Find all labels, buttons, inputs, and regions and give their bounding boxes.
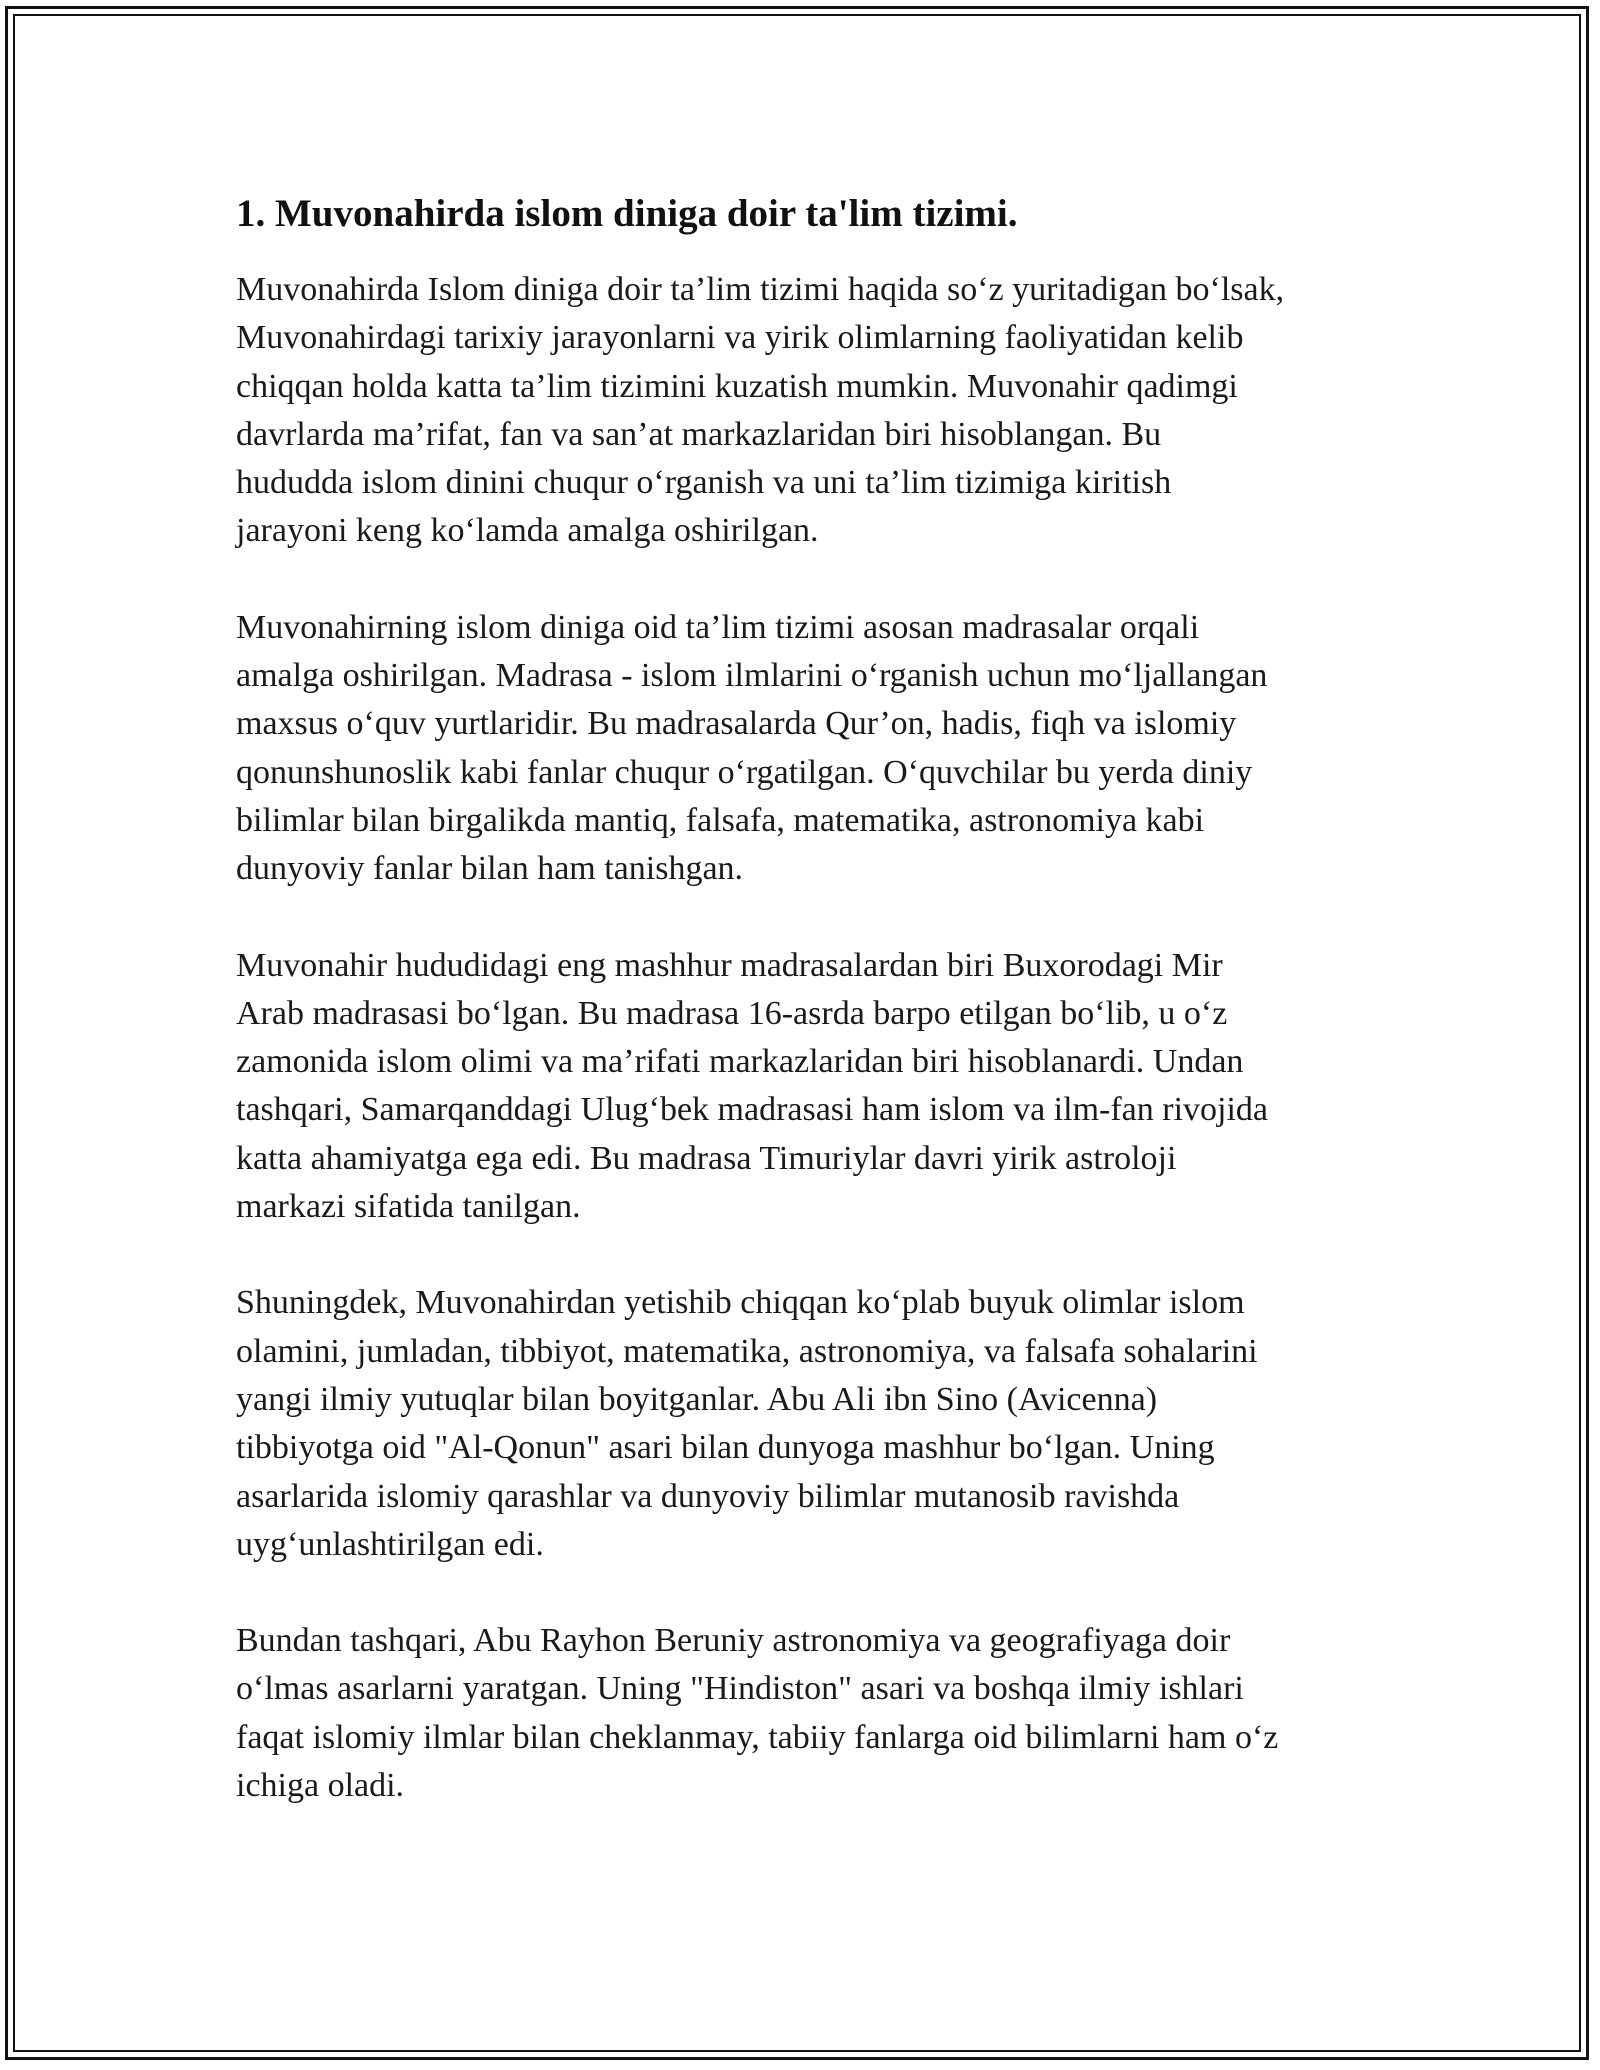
section-heading: 1. Muvonahirda islom diniga doir ta'lim tizimi.: [236, 192, 1018, 235]
paragraph-line: tibbiyotga oid "Al-Qonun" asari bilan dunyoga mashhur bo‘lgan. Uning: [236, 1429, 1215, 1467]
paragraph-line: qonunshunoslik kabi fanlar chuqur o‘rgatilgan. O‘quvchilar bu yerda diniy: [236, 753, 1253, 791]
paragraph-1: [236, 266, 1376, 556]
paragraph-line: asarlarida islomiy qarashlar va dunyoviy bilimlar mutanosib ravishda: [236, 1477, 1180, 1515]
paragraph-line: uyg‘unlashtirilgan edi.: [236, 1525, 544, 1563]
paragraph-line: Bundan tashqari, Abu Rayhon Beruniy astronomiya va geografiyaga doir: [236, 1622, 1231, 1660]
paragraph-line: faqat islomiy ilmlar bilan cheklanmay, tabiiy fanlarga oid bilimlarni ham o‘z: [236, 1718, 1279, 1756]
paragraph-4: [236, 1279, 1376, 1569]
paragraph-line: zamonida islom olimi va ma’rifati markazlaridan biri hisoblanardi. Undan: [236, 1043, 1244, 1081]
paragraph-line: yangi ilmiy yutuqlar bilan boyitganlar. Abu Ali ibn Sino (Avicenna): [236, 1380, 1158, 1418]
paragraph-line: maxsus o‘quv yurtlaridir. Bu madrasalarda Qur’on, hadis, fiqh va islomiy: [236, 705, 1237, 743]
paragraph-line: jarayoni keng ko‘lamda amalga oshirilgan.: [236, 512, 819, 550]
document-body: [236, 188, 1376, 1858]
paragraph-line: Shuningdek, Muvonahirdan yetishib chiqqan ko‘plab buyuk olimlar islom: [236, 1284, 1245, 1322]
paragraph-line: Muvonahir hududidagi eng mashhur madrasalardan biri Buxorodagi Mir: [236, 946, 1223, 984]
paragraph-line: katta ahamiyatga ega edi. Bu madrasa Timuriylar davri yirik astroloji: [236, 1139, 1177, 1177]
paragraph-line: davrlarda ma’rifat, fan va san’at markazlaridan biri hisoblangan. Bu: [236, 415, 1162, 453]
paragraph-line: Muvonahirda Islom diniga doir ta’lim tizimi haqida so‘z yuritadigan bo‘lsak,: [236, 271, 1285, 308]
paragraph-line: ichiga oladi.: [236, 1767, 405, 1805]
paragraph-line: markazi sifatida tanilgan.: [236, 1188, 581, 1226]
paragraph-line: Muvonahirning islom diniga oid ta’lim tizimi asosan madrasalar orqali: [236, 608, 1200, 646]
paragraph-line: bilimlar bilan birgalikda mantiq, falsafa, matematika, astronomiya kabi: [236, 801, 1205, 839]
paragraph-line: olamini, jumladan, tibbiyot, matematika, astronomiya, va falsafa sohalarini: [236, 1332, 1258, 1370]
paragraph-line: o‘lmas asarlarni yaratgan. Uning "Hindiston" asari va boshqa ilmiy ishlari: [236, 1670, 1244, 1708]
paragraph-line: dunyoviy fanlar bilan ham tanishgan.: [236, 850, 744, 888]
paragraph-line: chiqqan holda katta ta’lim tizimini kuzatish mumkin. Muvonahir qadimgi: [236, 367, 1238, 405]
paragraph-line: amalga oshirilgan. Madrasa - islom ilmlarini o‘rganish uchun mo‘ljallangan: [236, 657, 1268, 695]
paragraph-3: [236, 942, 1376, 1232]
paragraph-line: Muvonahirdagi tarixiy jarayonlarni va yirik olimlarning faoliyatidan kelib: [236, 319, 1244, 357]
paragraph-line: tashqari, Samarqanddagi Ulug‘bek madrasasi ham islom va ilm-fan rivojida: [236, 1091, 1269, 1129]
paragraph-line: Arab madrasasi bo‘lgan. Bu madrasa 16-asrda barpo etilgan bo‘lib, u o‘z: [236, 994, 1228, 1032]
paragraph-line: hududda islom dinini chuqur o‘rganish va uni ta’lim tizimiga kiritish: [236, 464, 1172, 502]
paragraph-5: [236, 1617, 1376, 1810]
paragraph-2: [236, 604, 1376, 894]
